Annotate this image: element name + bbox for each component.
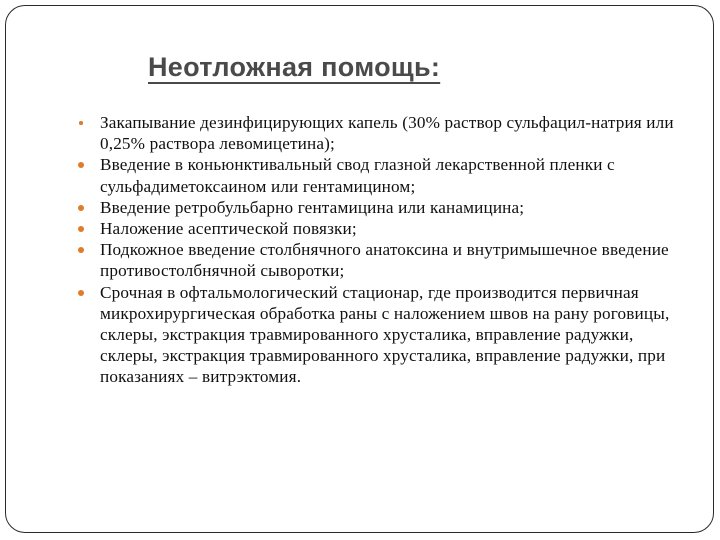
list-item	[70, 112, 690, 154]
slide-title: Неотложная помощь:	[148, 52, 441, 82]
list-item	[70, 218, 690, 239]
list-item	[70, 239, 690, 281]
bullet-list	[70, 112, 690, 388]
list-item	[70, 154, 690, 196]
list-item-text: Срочная в офтальмологический стационар, где производится первичная микрохирургическая обработка раны с наложением швов на рану роговицы, склеры, экстракция травмированного хрусталика, вправление радужки, склеры, экстракция травмированного хрусталика, вправление радужки, при показаниях – витрэктомия.	[100, 282, 670, 387]
bullet-icon	[78, 162, 84, 168]
bullet-icon	[78, 226, 84, 232]
list-item-text: Введение в коньюнктивальный свод глазной лекарственной пленки с сульфадиметоксаином или гентамицином;	[100, 155, 615, 196]
bullet-icon	[78, 290, 84, 296]
bullet-icon	[78, 205, 84, 211]
list-item-text: Подкожное введение столбнячного анатоксина и внутримышечное введение противостолбнячной сыворотки;	[100, 240, 669, 281]
list-item	[70, 282, 690, 388]
bullet-icon	[79, 121, 83, 125]
list-item-text: Наложение асептической повязки;	[100, 219, 357, 239]
list-item-text: Введение ретробульбарно гентамицина или канамицина;	[100, 197, 525, 217]
list-item-text: Закапывание дезинфицирующих капель (30% раствор сульфацил-натрия или 0,25% раствора левомицетина);	[100, 113, 674, 154]
list-item	[70, 197, 690, 218]
bullet-icon	[78, 247, 84, 253]
